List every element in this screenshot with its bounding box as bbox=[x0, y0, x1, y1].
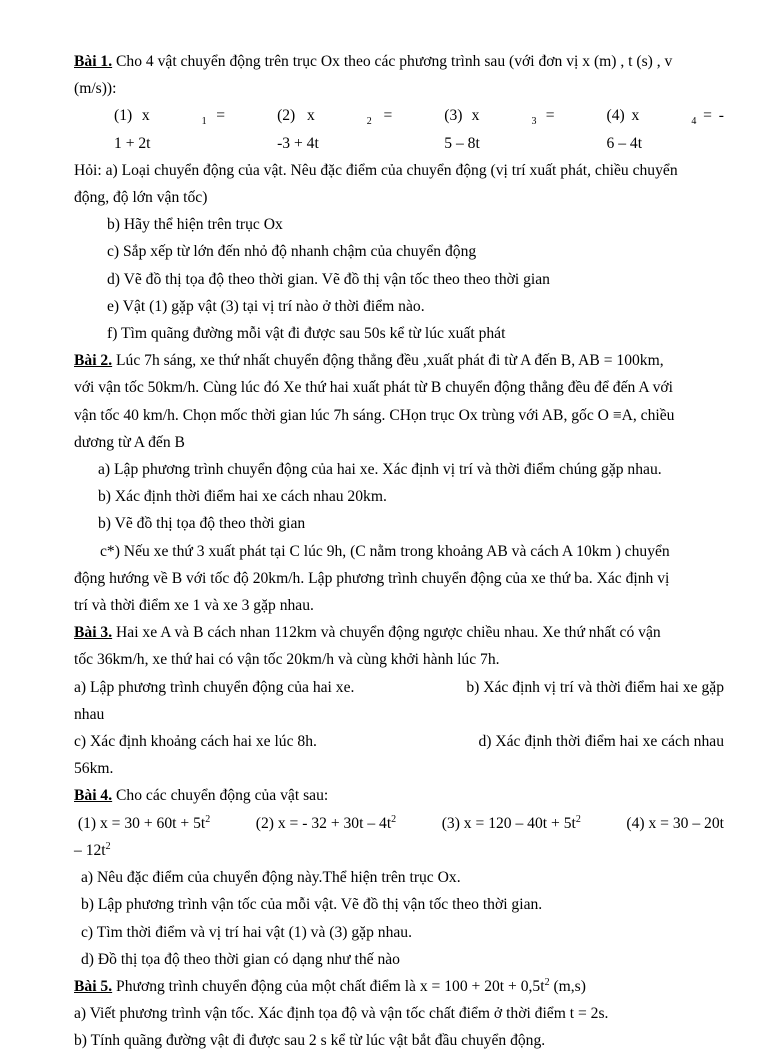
b2-line3: vận tốc 40 km/h. Chọn mốc thời gian lúc 7h sáng. CHọn trục Ox trùng với AB, gốc O ≡A, chiều bbox=[74, 406, 675, 424]
b1-title: Bài 1. bbox=[74, 53, 113, 70]
b2-question-c-line1: c*) Nếu xe thứ 3 xuất phát tại C lúc 9h, (C nằm trong khoảng AB và cách A 10km ) chuyển bbox=[100, 542, 670, 560]
b1-question-e: e) Vật (1) gặp vật (3) tại vị trí nào ở thời điểm nào. bbox=[107, 297, 425, 315]
b1-eq1: (1) x $_1$ = 1 + 2t bbox=[114, 107, 226, 152]
b3-question-b-cont: nhau bbox=[74, 705, 105, 723]
b4-intro: Bài 4. Cho các chuyển động của vật sau: bbox=[74, 787, 329, 805]
b2-question-b2: b) Vẽ đồ thị tọa độ theo thời gian bbox=[98, 515, 306, 533]
b4-equations bbox=[74, 810, 724, 837]
b3-question-d: d) Xác định thời điểm hai xe cách nhau bbox=[478, 733, 724, 751]
b1-question-a-line1: Hỏi: a) Loại chuyển động của vật. Nêu đặc điểm của chuyển động (vị trí xuất phát, chiều chuyển bbox=[74, 161, 678, 179]
b1-eq4: (4) x $_4$ = - 6 – 4t bbox=[606, 107, 724, 152]
b4-eq1: (1) $x = 30 + 60t + 5t^2$ bbox=[77, 813, 211, 832]
b5-question-b: b) Tính quãng đường vật đi được sau 2 s kể từ lúc vật bắt đầu chuyển động. bbox=[74, 1032, 546, 1050]
b3-line2: tốc 36km/h, xe thứ hai có vận tốc 20km/h và cùng khởi hành lúc 7h. bbox=[74, 651, 500, 669]
b3-question-d-cont: 56km. bbox=[74, 760, 114, 778]
b5-title: Bài 5. bbox=[74, 977, 113, 995]
document-page bbox=[74, 48, 724, 1055]
b2-line1: Bài 2. Lúc 7h sáng, xe thứ nhất chuyển động thẳng đều ,xuất phát đi từ A đến B, AB = 100km, bbox=[74, 352, 664, 370]
b4-title: Bài 4. bbox=[74, 787, 113, 805]
b4-eq3: (3) $x = 120 - 40t + 5t^2$ bbox=[441, 813, 581, 832]
b3-title: Bài 3. bbox=[74, 624, 113, 642]
b3-questions-ab bbox=[74, 674, 724, 701]
b2-question-a: a) Lập phương trình chuyển động của hai xe. Xác định vị trí và thời điểm chúng gặp nhau. bbox=[98, 461, 662, 479]
b1-question-a-line2: động, độ lớn vận tốc) bbox=[74, 189, 208, 207]
b1-equations bbox=[74, 102, 724, 156]
b2-title: Bài 2. bbox=[74, 352, 113, 370]
b4-question-c: c) Tìm thời điểm và vị trí hai vật (1) và (3) gặp nhau. bbox=[81, 923, 413, 941]
b2-question-b1: b) Xác định thời điểm hai xe cách nhau 20km. bbox=[98, 488, 387, 506]
b2-question-c-line3: trí và thời điểm xe 1 và xe 3 gặp nhau. bbox=[74, 597, 314, 615]
b4-eq4: (4) x = 30 – 20t bbox=[626, 814, 724, 832]
b4-question-a: a) Nêu đặc điểm của chuyển động này.Thể hiện trên trục Ox. bbox=[81, 869, 461, 887]
b1-eq2: (2) x $_2$ = -3 + 4t bbox=[277, 107, 393, 152]
b3-question-a: a) Lập phương trình chuyển động của hai xe. bbox=[74, 678, 355, 696]
b2-line4: dương từ A đến B bbox=[74, 433, 185, 451]
b5-line1: Bài 5. Phương trình chuyển động của một chất điểm là $x = 100 + 20t + 0,5t^2$ (m,s) bbox=[74, 976, 586, 995]
b2-question-c-line2: động hướng về B với tốc độ 20km/h. Lập phương trình chuyển động của xe thứ ba. Xác định vị bbox=[74, 569, 670, 587]
b4-question-d: d) Đồ thị tọa độ theo thời gian có dạng như thế nào bbox=[81, 950, 400, 968]
b1-intro-a: Cho 4 vật chuyển động trên trục Ox theo các phương trình sau (với đơn vị x (m) , t (s) , v bbox=[112, 53, 673, 70]
b1-eq3: (3) x $_3$ = 5 – 8t bbox=[444, 107, 555, 152]
b1-question-f: f) Tìm quãng đường mỗi vật đi được sau 50s kể từ lúc xuất phát bbox=[107, 325, 506, 343]
b3-questions-cd bbox=[74, 728, 724, 755]
b3-line1: Bài 3. Hai xe A và B cách nhan 112km và chuyển động ngược chiều nhau. Xe thứ nhất có vận bbox=[74, 624, 661, 642]
b4-eq2: (2) x = - $32 + 30t - 4t^2$ bbox=[255, 813, 397, 832]
b2-line2: với vận tốc 50km/h. Cùng lúc đó Xe thứ hai xuất phát từ B chuyển động thẳng đều để đến A với bbox=[74, 379, 674, 397]
b5-question-a: a) Viết phương trình vận tốc. Xác định tọa độ và vận tốc chất điểm ở thời điểm t = 2s. bbox=[74, 1005, 609, 1023]
b3-question-c: c) Xác định khoảng cách hai xe lúc 8h. bbox=[74, 733, 317, 751]
b1-intro-line1 bbox=[74, 48, 724, 75]
b4-eq4-cont: – $12t^2$ bbox=[74, 840, 111, 859]
b1-question-c: c) Sắp xếp từ lớn đến nhỏ độ nhanh chậm của chuyển động bbox=[107, 243, 477, 261]
b1-intro-line2: (m/s)): bbox=[74, 80, 117, 98]
b3-question-b: b) Xác định vị trí và thời điểm hai xe gặp bbox=[466, 678, 724, 696]
b4-question-b: b) Lập phương trình vận tốc của mỗi vật. Vẽ đồ thị vận tốc theo thời gian. bbox=[81, 896, 543, 914]
b1-question-b: b) Hãy thể hiện trên trục Ox bbox=[107, 216, 283, 234]
b1-question-d: d) Vẽ đồ thị tọa độ theo thời gian. Vẽ đồ thị vận tốc theo theo thời gian bbox=[107, 270, 550, 288]
